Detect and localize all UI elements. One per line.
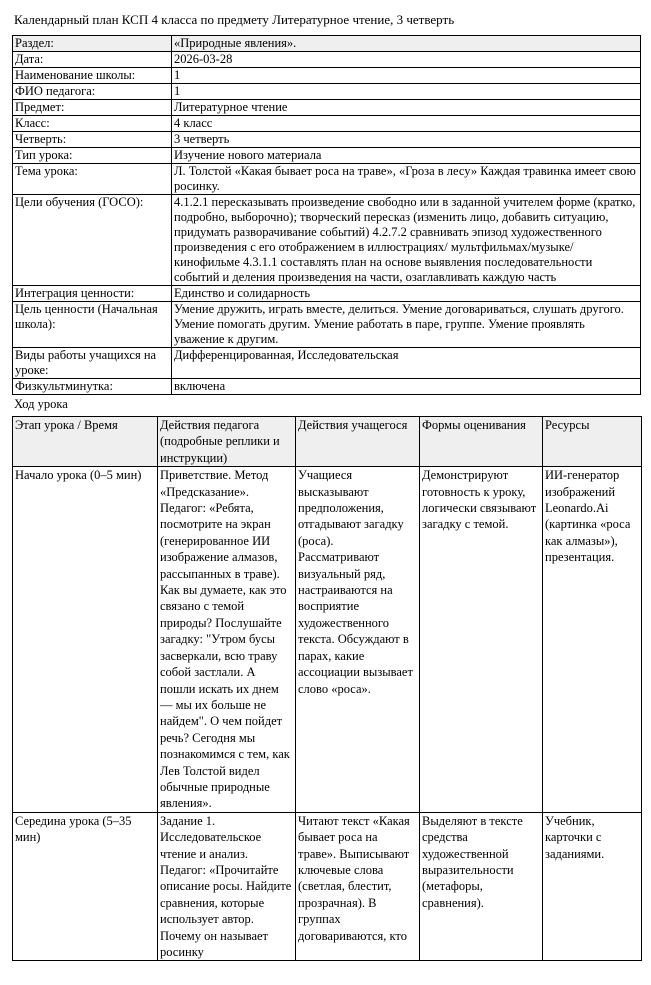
info-label: Четверть:: [13, 132, 172, 148]
info-row: [13, 379, 641, 395]
stage-cell: Середина урока (5–35 мин): [13, 812, 158, 961]
info-row: [13, 148, 641, 164]
stage-cell: Начало урока (0–5 мин): [13, 467, 158, 813]
assessment-cell: Выделяют в тексте средства художественной выразительности (метафоры, сравнения).: [420, 812, 543, 961]
info-label: ФИО педагога:: [13, 84, 172, 100]
info-label: Физкультминутка:: [13, 379, 172, 395]
header-resources: Ресурсы: [543, 417, 642, 467]
info-label: Цель ценности (Начальная школа):: [13, 302, 172, 348]
teacher-cell: Задание 1. Исследовательское чтение и анализ. Педагог: «Прочитайте описание росы. Найдите сравнения, которые использует автор. Почему он называет росинку: [158, 812, 296, 961]
info-table: [12, 35, 641, 395]
info-value: Л. Толстой «Какая бывает роса на траве», «Гроза в лесу» Каждая травинка имеет свою росинку.: [172, 164, 641, 195]
info-row: [13, 36, 641, 52]
info-row: [13, 100, 641, 116]
info-value: «Природные явления».: [172, 36, 641, 52]
info-value: 1: [172, 68, 641, 84]
info-value: 4.1.2.1 пересказывать произведение свободно или в заданной учителем форме (кратко, подробно, выборочно); творческий пересказ (изменить лицо, добавить ситуацию, придумать разворачивание событий) 4.2.7.2 сравнивать эпизод художественного произведения с его отображением в иллюстрациях/ мультфильмах/музыке/ кинофильме 4.3.1.1 составлять план на основе выявления последовательности событий и деления произведения на части, озаглавливать каждую часть: [172, 195, 641, 286]
info-value: включена: [172, 379, 641, 395]
info-label: Цели обучения (ГОСО):: [13, 195, 172, 286]
info-value: Умение дружить, играть вместе, делиться. Умение договариваться, слушать другого. Умение помогать другим. Умение работать в паре, группе. Умение проявлять уважение к другим.: [172, 302, 641, 348]
info-row: [13, 68, 641, 84]
info-label: Предмет:: [13, 100, 172, 116]
info-label: Тема урока:: [13, 164, 172, 195]
info-row: [13, 52, 641, 68]
lesson-table: [12, 416, 642, 961]
header-teacher: Действия педагога (подробные реплики и инструкции): [158, 417, 296, 467]
info-label: Раздел:: [13, 36, 172, 52]
info-label: Наименование школы:: [13, 68, 172, 84]
student-cell: Учащиеся высказывают предположения, отгадывают загадку (роса). Рассматривают визуальный ряд, настраиваются на восприятие художественного текста. Обсуждают в парах, какие ассоциации вызывает слово «роса».: [296, 467, 420, 813]
info-row: [13, 348, 641, 379]
table-row: [13, 812, 642, 961]
info-value: 1: [172, 84, 641, 100]
course-label: Ход урока: [14, 397, 68, 411]
student-cell: Читают текст «Какая бывает роса на траве». Выписывают ключевые слова (светлая, блестит, прозрачная). В группах договариваются, кто: [296, 812, 420, 961]
info-value: 2026-03-28: [172, 52, 641, 68]
header-assessment: Формы оценивания: [420, 417, 543, 467]
resources-cell: ИИ-генератор изображений Leonardo.Ai (картинка «роса как алмазы»), презентация.: [543, 467, 642, 813]
lesson-header-row: [13, 417, 642, 467]
info-row: [13, 286, 641, 302]
info-row: [13, 195, 641, 286]
info-row: [13, 84, 641, 100]
info-value: Дифференцированная, Исследовательская: [172, 348, 641, 379]
teacher-cell: Приветствие. Метод «Предсказание». Педагог: «Ребята, посмотрите на экран (генерированное ИИ изображение алмазов, рассыпанных в траве). Как вы думаете, как это связано с темой природы? Послушайте загадку: "Утром бусы засверкали, всю траву собой застлали. А пошли искать их днем — мы их больше не найдем". О чем пойдет речь? Сегодня мы познакомимся с тем, как Лев Толстой видел обычные природные явления».: [158, 467, 296, 813]
info-value: Литературное чтение: [172, 100, 641, 116]
info-value: Единство и солидарность: [172, 286, 641, 302]
table-row: [13, 467, 642, 813]
info-row: [13, 132, 641, 148]
header-stage: Этап урока / Время: [13, 417, 158, 467]
info-row: [13, 302, 641, 348]
resources-cell: Учебник, карточки с заданиями.: [543, 812, 642, 961]
info-row: [13, 164, 641, 195]
document-title: Календарный план КСП 4 класса по предмету Литературное чтение, 3 четверть: [14, 12, 455, 27]
info-label: Интеграция ценности:: [13, 286, 172, 302]
info-value: Изучение нового материала: [172, 148, 641, 164]
info-label: Виды работы учащихся на уроке:: [13, 348, 172, 379]
info-value: 4 класс: [172, 116, 641, 132]
info-label: Дата:: [13, 52, 172, 68]
assessment-cell: Демонстрируют готовность к уроку, логически связывают загадку с темой.: [420, 467, 543, 813]
header-student: Действия учащегося: [296, 417, 420, 467]
info-value: 3 четверть: [172, 132, 641, 148]
info-row: [13, 116, 641, 132]
info-label: Класс:: [13, 116, 172, 132]
info-label: Тип урока:: [13, 148, 172, 164]
